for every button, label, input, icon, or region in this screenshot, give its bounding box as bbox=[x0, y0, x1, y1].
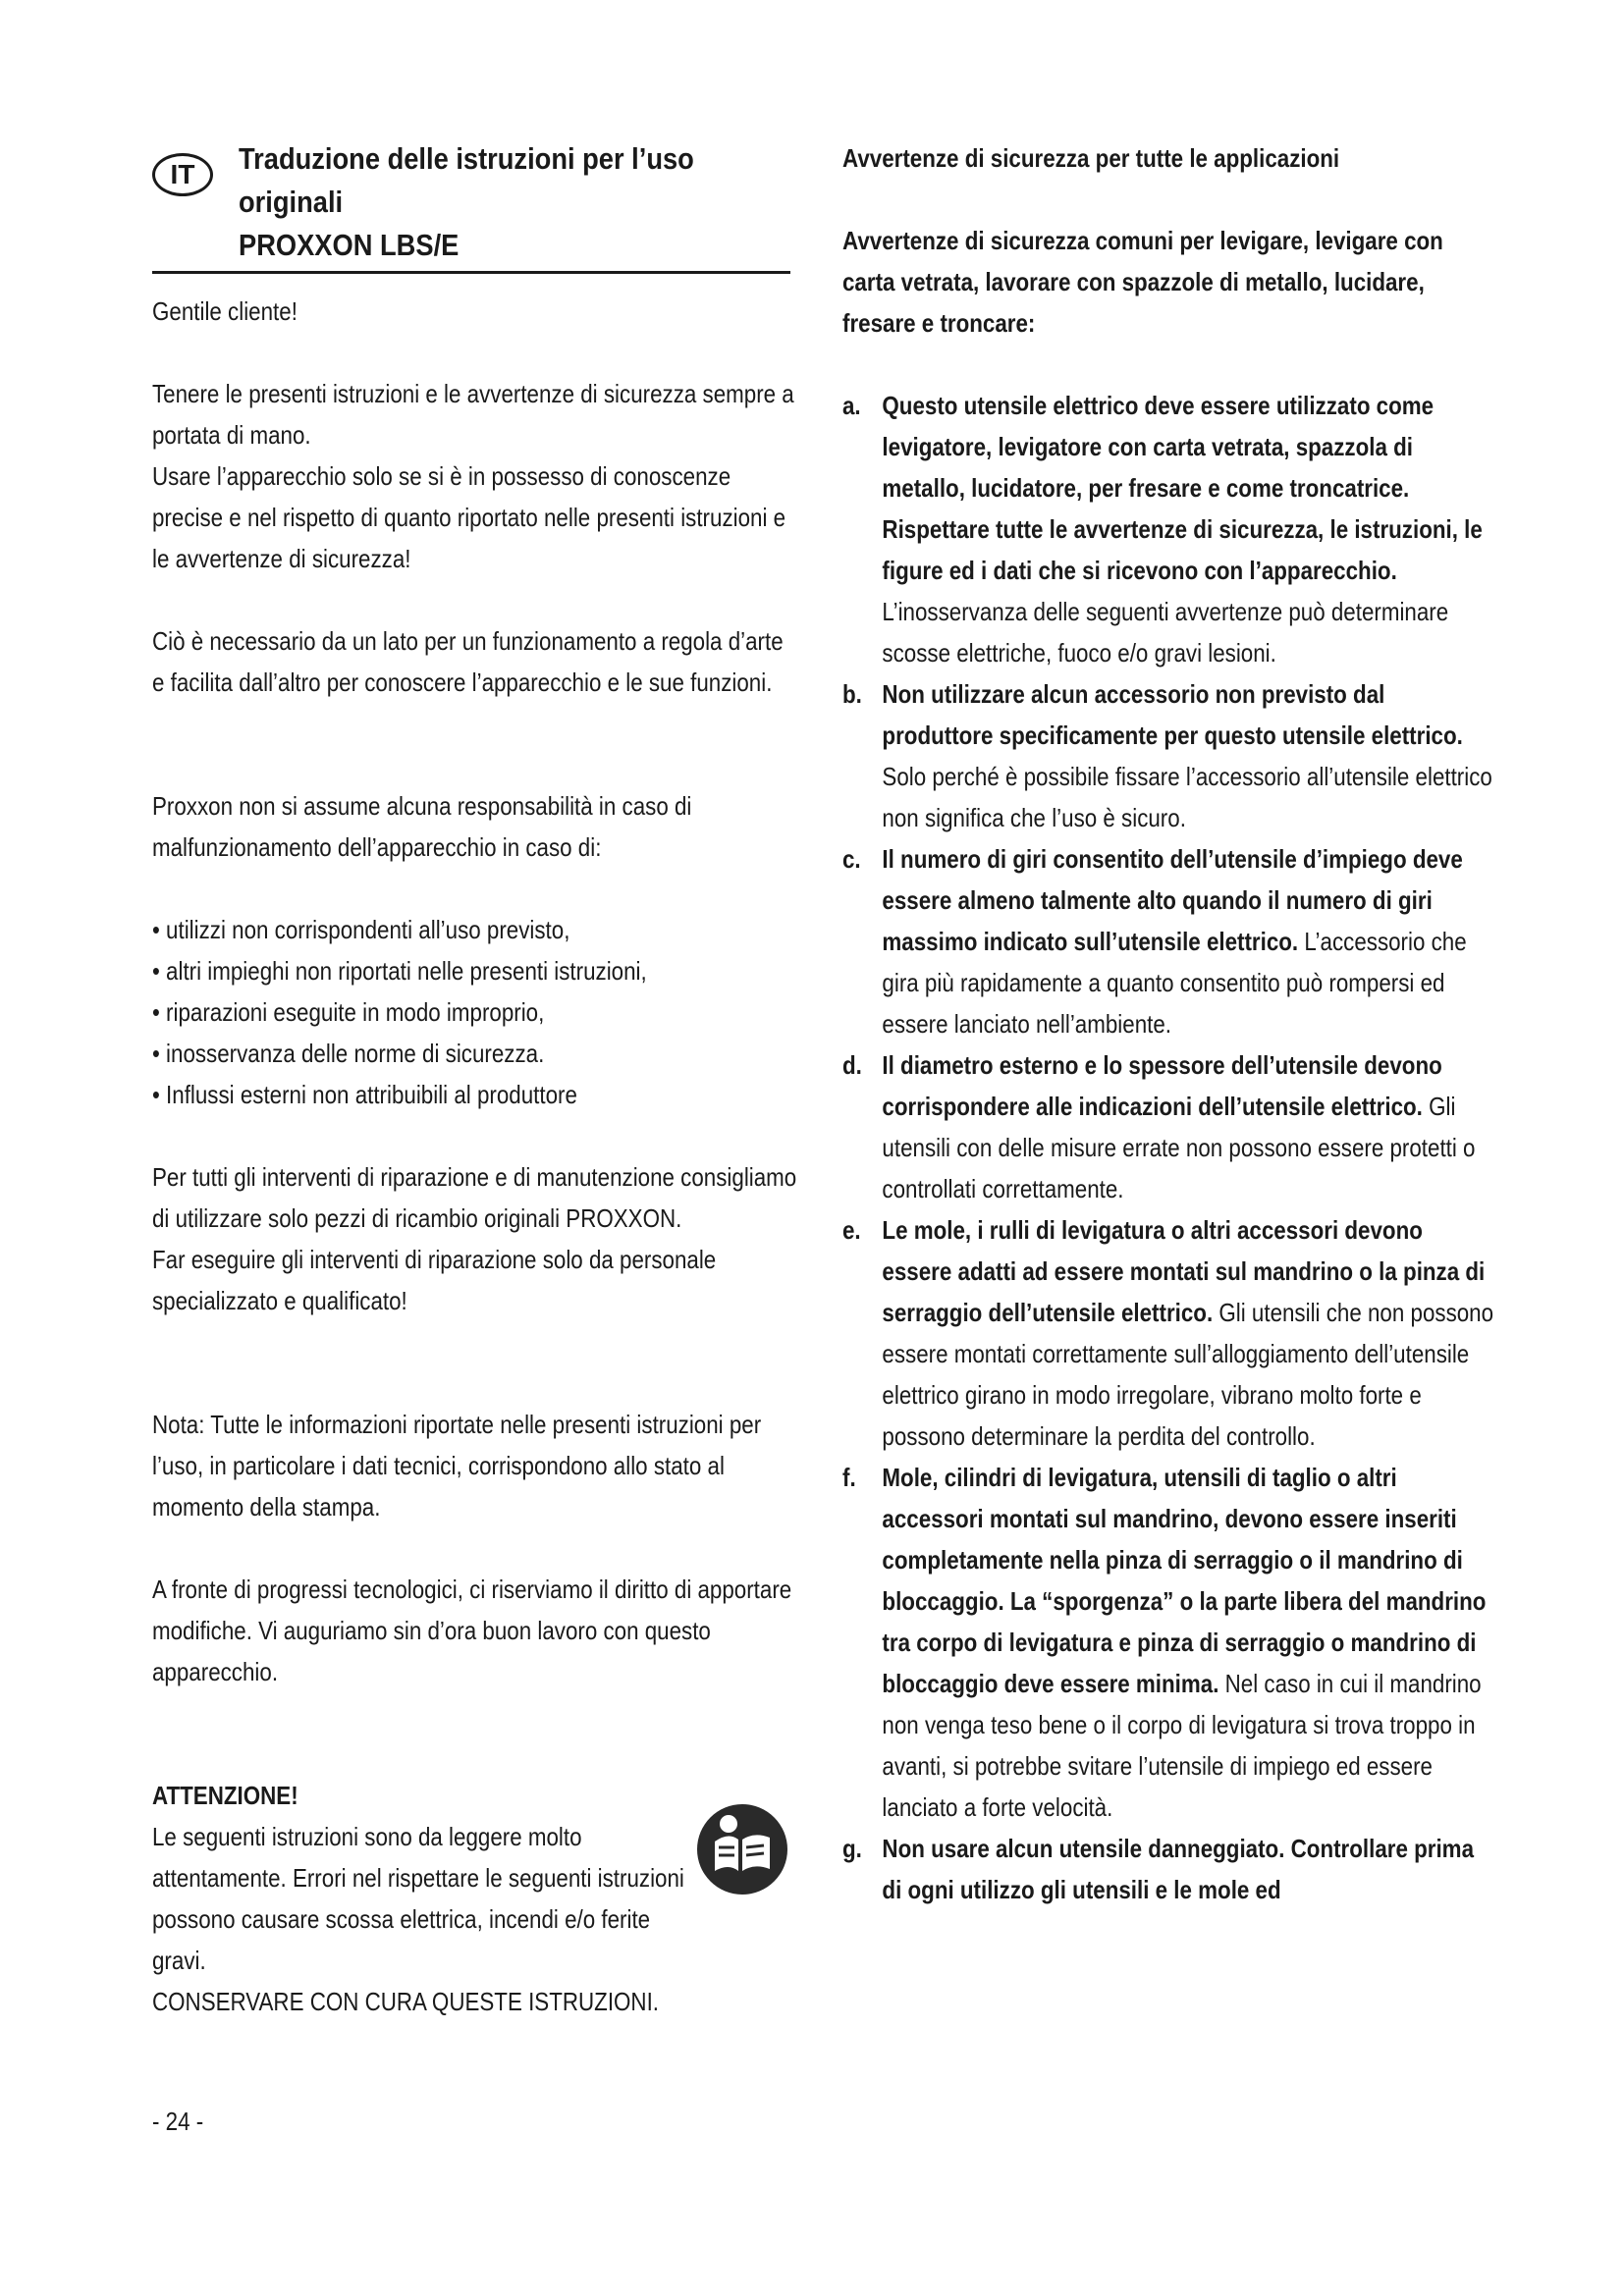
list-item: • riparazioni eseguite in modo improprio, bbox=[152, 997, 545, 1027]
item-bold-text: Non usare alcun utensile danneggiato. Controllare prima di ogni utilizzo gli utensili e le mole ed bbox=[882, 1834, 1475, 1904]
page-title bbox=[239, 137, 791, 267]
title-line-1: Traduzione delle istruzioni per l’uso bbox=[239, 141, 694, 176]
paragraph-spare-parts: Per tutti gli interventi di riparazione e di manutenzione consigliamo di utilizzare solo pezzi di ricambio originali PROXXON. bbox=[152, 1162, 797, 1233]
list-item bbox=[842, 385, 1497, 673]
read-manual-icon bbox=[695, 1802, 789, 1896]
intro-paragraph bbox=[152, 373, 798, 579]
safety-heading-common: Avvertenze di sicurezza comuni per levigare, levigare con carta vetrata, lavorare con spazzole di metallo, lucidare, fresare e troncare: bbox=[842, 226, 1443, 338]
list-item bbox=[842, 1828, 1497, 1910]
item-text: L’inosservanza delle seguenti avvertenze può determinare scosse elettriche, fuoco e/o gravi lesioni. bbox=[882, 597, 1449, 667]
list-item: • inosservanza delle norme di sicurezza. bbox=[152, 1039, 545, 1068]
item-text: Solo perché è possibile fissare l’accessorio all’utensile elettrico non significa che l’uso è sicuro. bbox=[882, 762, 1492, 832]
language-badge: IT bbox=[152, 153, 213, 196]
repair-paragraph bbox=[152, 1156, 798, 1321]
item-text: Gli utensili con delle misure errate non possono essere protetti o controllati correttamente. bbox=[882, 1092, 1476, 1203]
paragraph-note: Nota: Tutte le informazioni riportate nelle presenti istruzioni per l’uso, in particolare i dati tecnici, corrispondono allo stato al momento della stampa. bbox=[152, 1410, 762, 1522]
item-bold-text: Mole, cilindri di levigatura, utensili di taglio o altri accessori montati sul mandrino, devono essere inseriti completamente nella pinza di serraggio o il mandrino di bloccaggio. La “sporgenza” o la parte libera del mandrino tra corpo di levigatura e pinza di serraggio o mandrino di bloccaggio deve essere minima. bbox=[882, 1463, 1487, 1698]
safety-warnings-list bbox=[842, 385, 1497, 1910]
list-item bbox=[842, 1044, 1497, 1209]
list-item: • altri impieghi non riportati nelle presenti istruzioni, bbox=[152, 956, 647, 986]
title-line-3: PROXXON LBS/E bbox=[239, 228, 460, 262]
paragraph-purpose: Ciò è necessario da un lato per un funzionamento a regola d’arte e facilita dall’altro per conoscere l’apparecchio e le sue funzioni. bbox=[152, 626, 784, 697]
item-letter: c. bbox=[842, 844, 861, 874]
item-letter: a. bbox=[842, 391, 861, 420]
paragraph-changes: A fronte di progressi tecnologici, ci riserviamo il diritto di apportare modifiche. Vi auguriamo sin d’ora buon lavoro con questo apparecchio. bbox=[152, 1575, 792, 1686]
list-item bbox=[842, 673, 1497, 838]
list-item: • Influssi esterni non attribuibili al produttore bbox=[152, 1080, 577, 1109]
item-letter: b. bbox=[842, 679, 862, 709]
item-text: L’accessorio che gira più rapidamente a quanto consentito può rompersi ed essere lanciato nell’ambiente. bbox=[882, 927, 1467, 1039]
paragraph-liability: Proxxon non si assume alcuna responsabilità in caso di malfunzionamento dell’apparecchio in caso di: bbox=[152, 791, 692, 862]
item-text: Gli utensili che non possono essere montati correttamente sull’alloggiamento dell’utensile elettrico girano in modo irregolare, vibrano molto forte e possono determinare la perdita del controllo. bbox=[882, 1298, 1494, 1451]
greeting: Gentile cliente! bbox=[152, 296, 298, 326]
paragraph-qualified-personnel: Far eseguire gli interventi di riparazione solo da personale specializzato e qualificato! bbox=[152, 1245, 717, 1315]
header-divider bbox=[152, 271, 790, 274]
list-item bbox=[842, 838, 1497, 1044]
item-letter: e. bbox=[842, 1215, 861, 1245]
attention-text: Le seguenti istruzioni sono da leggere molto attentamente. Errori nel rispettare le seguenti istruzioni possono causare scossa elettrica, incendi e/o ferite gravi. bbox=[152, 1822, 684, 1975]
safety-heading-all: Avvertenze di sicurezza per tutte le applicazioni bbox=[842, 143, 1340, 173]
list-item bbox=[842, 1457, 1497, 1828]
title-line-2: originali bbox=[239, 185, 344, 219]
item-bold-text: Non utilizzare alcun accessorio non previsto dal produttore specificamente per questo utensile elettrico. bbox=[882, 679, 1463, 750]
item-letter: d. bbox=[842, 1050, 862, 1080]
paragraph-usage-knowledge: Usare l’apparecchio solo se si è in possesso di conoscenze precise e nel rispetto di quanto riportato nelle presenti istruzioni e le avvertenze di sicurezza! bbox=[152, 461, 786, 573]
attention-heading: ATTENZIONE! bbox=[152, 1781, 298, 1810]
item-bold-text: Il diametro esterno e lo spessore dell’utensile devono corrispondere alle indicazioni dell’utensile elettrico. bbox=[882, 1050, 1442, 1121]
item-letter: g. bbox=[842, 1834, 862, 1863]
paragraph-keep-instructions: Tenere le presenti istruzioni e le avvertenze di sicurezza sempre a portata di mano. bbox=[152, 379, 794, 450]
item-bold-text: Questo utensile elettrico deve essere utilizzato come levigatore, levigatore con carta vetrata, spazzola di metallo, lucidatore, per fresare e come troncatrice. Rispettare tutte le avvertenze di sicurezza, le istruzioni, le figure ed i dati che si ricevono con l’apparecchio. bbox=[882, 391, 1483, 585]
page-number: - 24 - bbox=[152, 2107, 204, 2136]
item-letter: f. bbox=[842, 1463, 856, 1492]
item-bold-text: Il numero di giri consentito dell’utensile d’impiego deve essere almeno talmente alto quando il numero di giri massimo indicato sull’utensile elettrico. bbox=[882, 844, 1463, 956]
item-bold-text: Le mole, i rulli di levigatura o altri accessori devono essere adatti ad essere montati sul mandrino o la pinza di serraggio dell’utensile elettrico. bbox=[882, 1215, 1486, 1327]
item-text: Nel caso in cui il mandrino non venga teso bene o il corpo di levigatura si trova troppo in avanti, si potrebbe svitare l’utensile di impiego ed essere lanciato a forte velocità. bbox=[882, 1669, 1482, 1822]
list-item bbox=[842, 1209, 1497, 1457]
keep-instructions-notice: CONSERVARE CON CURA QUESTE ISTRUZIONI. bbox=[152, 1987, 660, 2016]
list-item: • utilizzi non corrispondenti all’uso previsto, bbox=[152, 915, 570, 944]
liability-bullet-list bbox=[152, 909, 798, 1115]
